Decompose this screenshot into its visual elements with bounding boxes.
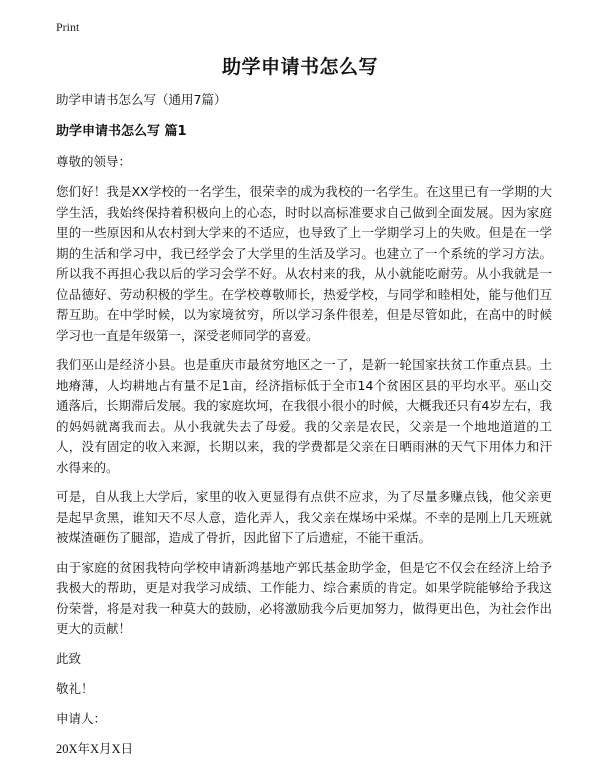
application-date: 20X年X月X日 [56, 741, 134, 756]
applicant-label: 申请人： [56, 710, 107, 726]
document-subtitle: 助学申请书怎么写（通用7篇） [56, 92, 227, 107]
print-link[interactable]: Print [56, 20, 80, 34]
body-paragraph-1: 您们好！我是XX学校的一名学生，很荣幸的成为我校的一名学生。在这里已有一学期的大学生活，我始终保持着积极向上的心态，时时以高标准要求自己做到全面发展。因为家庭里的一些原因和从农村到大学来的不适应，也导致了上一学期学习上的失败。但是在一学期的生活和学习中，我已经学会了大学里的生活及学习。也建立了一个系统的学习方法。所以我不再担心我以后的学习会学不好。从农村来的我，从小就能吃耐劳。从小我就是一位品德好、劳动积极的学生。在学校尊敬师长，热爱学校，与同学和睦相处，能与他们互帮互助。在中学时候，以为家境贫穷，所以学习条件很差，但是尽管如此，在高中的时候学习也一直是年级第一，深受老师同学的喜爱。 [56, 184, 552, 343]
salutation: 尊敬的领导： [56, 154, 132, 169]
closing-salute: 敬礼！ [56, 680, 94, 696]
closing-regards: 此致 [56, 650, 82, 666]
page-title: 助学申请书怎么写 [221, 56, 378, 78]
body-paragraph-4: 由于家庭的贫困我特向学校申请新鸿基地产郭氏基金助学金，但是它不仅会在经济上给予我极大的帮助，更是对我学习成绩、工作能力、综合素质的肯定。如果学院能够给予我这份荣誉，将是对我一种莫大的鼓励，必将激励我今后更加努力，做得更出色，为社会作出更大的贡献！ [56, 559, 552, 636]
body-paragraph-2: 我们巫山是经济小县。也是重庆市最贫穷地区之一了，是新一轮国家扶贫工作重点县。土地瘠薄，人均耕地占有量不足1亩，经济指标低于全市14个贫困区县的平均水平。巫山交通落后，长期滞后发展。我的家庭坎坷，在我很小很小的时候，大概我还只有4岁左右，我的妈妈就离我而去。从小我就失去了母爱。我的父亲是农民，父亲是一个地地道道的工人，没有固定的收入来源，长期以来，我的学费都是父亲在日晒雨淋的天气下用体力和汗水得来的。 [56, 357, 552, 475]
section-heading: 助学申请书怎么写 篇1 [56, 124, 187, 139]
document-body [56, 90, 552, 759]
body-paragraph-3: 可是，自从我上大学后，家里的收入更显得有点供不应求，为了尽量多赚点钱，他父亲更是起早贪黑，谁知天不尽人意，造化弄人，我父亲在煤场中采煤。不幸的是刚上几天班就被煤渣砸伤了腿部，造成了骨折，因此留下了后遗症，不能干重活。 [56, 489, 552, 545]
